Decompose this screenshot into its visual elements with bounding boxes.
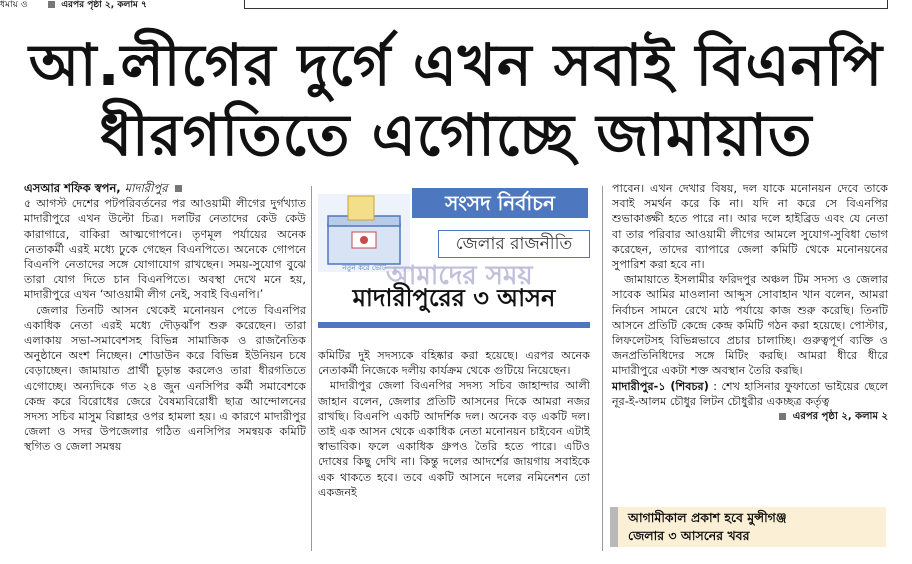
article-column-1: [24, 181, 306, 455]
district-politics-label: জেলার রাজনীতি: [438, 230, 590, 258]
top-continuation: এরপর পৃষ্ঠা ২, কলাম ৭: [61, 0, 147, 10]
next-issue-line-1: আগামীকাল প্রকাশ হবে মুন্সীগঞ্জ: [628, 510, 787, 525]
column-rule-1: [311, 186, 312, 551]
election-graphic: [318, 186, 590, 332]
byline: [24, 181, 306, 196]
top-strip-left-text: ধমায় ও: [0, 0, 28, 10]
headline-line-1: আ.লীগের দুর্গে এখন সবাই বিএনপি: [28, 31, 884, 99]
column-rule-2: [602, 186, 603, 551]
article-column-3: [612, 181, 888, 424]
col1-paragraph-1: ৫ আগস্ট দেশের পটপরিবর্তনের পর আওয়ামী লীগের দুর্গখ্যাত মাদারীপুরে এখন উল্টো চিত্র। দলটির নেতাদের কেউ কেউ কারাগারে, বাকিরা আত্মগোপনে। তৃণমূল পর্যায়ের অনেক নেতাকর্মী এরই মধ্যে ঢুকে গেছেন বিএনপিতে। অনেকে গোপনে বিএনপি নেতাদের সঙ্গে যোগাযোগ রাখছেন। সময়-সুযোগ বুঝে তারা যোগ দিতে চান বিএনপিতে। অবস্থা দেখে মনে হয়, মাদারীপুরে এখন ‘আওয়ামী লীগ নেই, সবাই বিএনপি।’: [24, 197, 306, 302]
col2-paragraph-2: মাদারীপুর জেলা বিএনপির সদস্য সচিব জাহান্দার আলী জাহান বলেন, জেলার প্রতিটি আসনের দিকে আমরা নজর রাখছি। বিএনপি একটি আদর্শিক দল। অনেক বড় একটি দল। তাই এক আসন থেকে একাধিক নেতা মনোনয়ন চাইবেন এটাই স্বাভাবিক। ফলে একাধিক গ্রুপও তৈরি হতে পারে। এটিও দোষের কিছু দেখি না। কিন্তু দলের আদর্শের জায়গায় সবাইকে এক থাকতে হবে। তবে একটি আসনে দলের নমিনেশন তো একজনই: [318, 379, 590, 499]
col1-paragraph-2: জেলার তিনটি আসন থেকেই মনোনয়ন পেতে বিএনপির একাধিক নেতা এরই মধ্যে দৌড়ঝাঁপ শুরু করেছেন। তারা এলাকায় সভা-সমাবেশসহ বিভিন্ন সামাজিক ও রাজনৈতিক অনুষ্ঠানে অংশ নিচ্ছেন। শোডাউন করে বিভিন্ন ইউনিয়ন চষে বেড়াচ্ছেন। জামায়াত প্রার্থী চূড়ান্ত করলেও তারা ধীরগতিতে এগোচ্ছে। অন্যদিকে গত ২৪ জুন এনসিপির কর্মী সমাবেশকে কেন্দ্র করে বিরোধের জেরে বৈষম্যবিরোধী ছাত্র আন্দোলনের সদস্য সচিব মাসুম বিল্লাহর ওপর হামলা হয়। এ কারণে মাদারীপুর জেলা ও সদর উপজেলার গঠিত এনসিপির সমন্বয়ক কমিটি স্থগিত ও জেলা সমন্বয়: [24, 303, 306, 454]
byline-location: মাদারীপুর: [124, 181, 168, 195]
graphic-underline: [318, 322, 590, 328]
square-bullet-icon: [779, 413, 786, 420]
headline-line-2: ধীরগতিতে এগোচ্ছে জামায়াত: [99, 101, 813, 169]
col3-paragraph-2: জামায়াতে ইসলামীর ফরিদপুর অঞ্চল টিম সদস্য ও জেলার সাবেক আমির মাওলানা আব্দুস সোবাহান খান বলেন, আমরা নির্বাচন সামনে রেখে মাঠ পর্যায়ে কাজ শুরু করেছি। তিনটি আসনে প্রতিটি কেন্দ্রে কেন্দ্র কমিটি গঠন করা হয়েছে। পোস্টার, লিফলেটসহ বিভিন্নভাবে প্রচার চালাচ্ছি। গুরুত্বপূর্ণ ব্যক্তি ও জনপ্রতিনিধিদের সঙ্গে মিটিং করছি। আমরা ধীরে ধীরে মাদারীপুরে একটা শক্ত অবস্থান তৈরি করছি।: [612, 273, 888, 378]
article-column-2: [318, 348, 590, 500]
square-bullet-icon: [175, 185, 182, 192]
top-divider-box: [244, 0, 888, 9]
next-issue-note: [610, 507, 886, 547]
ballot-box-caption: নতুন করে ভোট: [342, 264, 386, 272]
continuation-line: [612, 409, 888, 424]
square-bullet-icon: [48, 1, 55, 8]
constituency-label: মাদারীপুর-১ (শিবচর): [612, 379, 709, 393]
byline-author: এসআর শফিক স্বপন,: [24, 181, 121, 195]
col3-paragraph-1: পাবেন। এখন দেখার বিষয়, দল যাকে মনোনয়ন দেবে তাকে সবাই সমর্থন করে কি না। যদি না করে সে বিএনপির শুভাকাঙ্ক্ষী হতে পারে না। আর দলে হাইব্রিড এবং যে নেতা বা তার পরিবার আওয়ামী লীগের আমলে সুযোগ-সুবিধা ভোগ করেছেন, তাদের ব্যাপারে জেলা কমিটি থেকে মনোনয়নের সুপারিশ করা হবে না।: [612, 182, 888, 272]
col3-paragraph-3-text: : শেখ হাসিনার ফুফাতো ভাইয়ের ছেলে নূর-ই-আলম চৌধুর লিটন চৌধুরীর একচ্ছত্র কর্তৃত্ব: [612, 379, 888, 408]
publisher-watermark: আমাদের সময়: [386, 261, 533, 291]
election-badge: সংসদ নির্বাচন: [412, 188, 588, 218]
col2-paragraph-1: কমিটির দুই সদস্যকে বহিষ্কার করা হয়েছে। এরপর অনেক নেতাকর্মী নিজেকে দলীয় কার্যক্রম থেকে গুটিয়ে নিয়েছেন।: [318, 349, 590, 378]
continuation-text: এরপর পৃষ্ঠা ২, কলাম ২: [792, 411, 888, 423]
next-issue-line-2: জেলার ৩ আসনের খবর: [628, 528, 750, 543]
graphic-title: মাদারীপুরের ৩ আসন: [352, 284, 556, 312]
col3-paragraph-3: [612, 379, 888, 409]
